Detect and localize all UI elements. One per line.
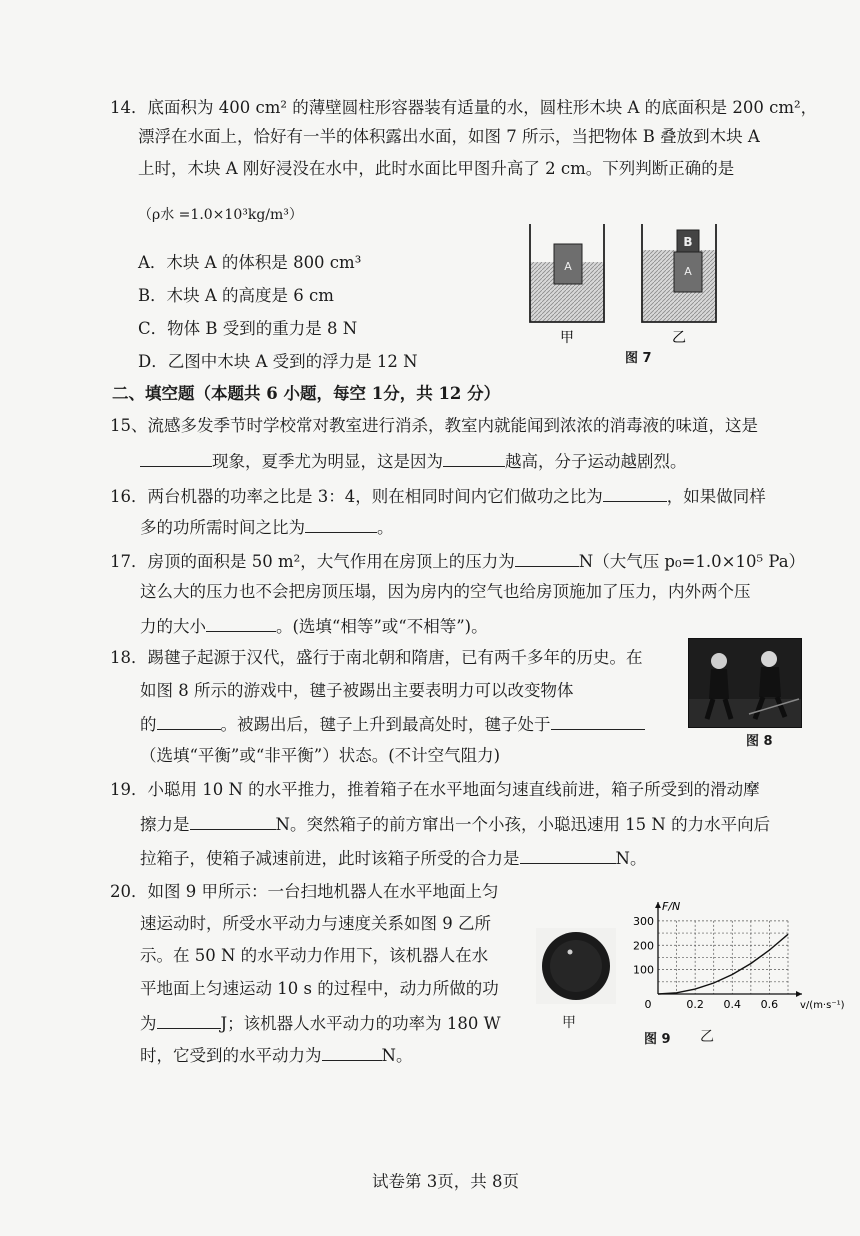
q20-blank-2[interactable]: [322, 1042, 382, 1061]
figure-7-caption: 图 7: [625, 351, 652, 366]
figure-8-caption: 图 8: [746, 734, 773, 749]
q20-blank-1[interactable]: [157, 1010, 221, 1029]
q16-line1: 16．两台机器的功率之比是 3：4，则在相同时间内它们做功之比为 ，如果做同样: [110, 483, 766, 509]
q16-line2: 多的功所需时间之比为 。: [140, 514, 394, 540]
q20-line5: 为 J；该机器人水平动力的功率为 180 W: [140, 1010, 501, 1036]
q20-line2: 速运动时，所受水平动力与速度关系如图 9 乙所: [140, 914, 491, 933]
q18-blank-1[interactable]: [157, 711, 221, 730]
y-tick-label: 300: [633, 914, 654, 928]
q19-line2: 擦力是 N。突然箱子的前方窜出一个小孩，小聪迅速用 15 N 的力水平向后: [140, 811, 770, 837]
q14-option-a: A．木块 A 的体积是 800 cm³: [138, 253, 362, 272]
fig9-label-jia: 甲: [562, 1015, 576, 1031]
fig9-label-yi: 乙: [700, 1029, 714, 1045]
q18-line1: 18．踢毽子起源于汉代，盛行于南北朝和隋唐，已有两千多年的历史。在: [110, 648, 643, 667]
y-tick-label: 100: [633, 963, 654, 977]
q20-line6: 时，它受到的水平动力为 N。: [140, 1042, 412, 1068]
q17-line3: 力的大小 。(选填“相等”或“不相等”)。: [140, 613, 488, 639]
q18-blank-2[interactable]: [551, 711, 645, 730]
q19-line3: 拉箱子，使箱子减速前进，此时该箱子所受的合力是 N。: [140, 845, 646, 871]
x-tick-label: 0.6: [760, 998, 779, 1011]
figure-9-caption: 图 9: [644, 1032, 671, 1047]
container-jia: [530, 224, 604, 322]
figure-7: [522, 222, 722, 372]
x-tick-label: 0.2: [686, 998, 704, 1011]
y-tick-label: 200: [633, 939, 654, 953]
q14-line3: 上时，木块 A 刚好浸没在水中，此时水面比甲图升高了 2 cm。下列判断正确的是: [138, 159, 735, 178]
x-tick-label: 0.4: [723, 998, 742, 1011]
section-2-title: 二、填空题（本题共 6 小题，每空 1分，共 12 分）: [112, 384, 501, 403]
f-v-curve: [658, 934, 788, 994]
q15-blank-1[interactable]: [140, 448, 212, 467]
q20-line4: 平地面上匀速运动 10 s 的过程中，动力所做的功: [140, 979, 499, 998]
q17-line1: 17．房顶的面积是 50 m²，大气作用在房顶上的压力为 N（大气压 p₀=1.0×10⁵ Pa）: [110, 548, 805, 574]
page-footer: 试卷第 3页，共 8页: [372, 1172, 519, 1191]
q18-line4: （选填“平衡”或“非平衡”）状态。(不计空气阻力): [140, 746, 501, 765]
q17-blank-2[interactable]: [206, 613, 276, 632]
q15-blank-2[interactable]: [443, 448, 505, 467]
q19-blank-1[interactable]: [190, 811, 276, 830]
q14-option-d: D．乙图中木块 A 受到的浮力是 12 N: [138, 352, 418, 371]
q16-blank-1[interactable]: [603, 483, 667, 502]
shuttlecock-kicking-photo: [689, 639, 801, 727]
robot-vacuum-photo: [536, 928, 616, 1004]
block-b-label: B: [683, 235, 693, 249]
q14-line2: 漂浮在水面上，恰好有一半的体积露出水面，如图 7 所示，当把物体 B 叠放到木块 A: [138, 127, 760, 146]
x-tick-label: 0: [644, 998, 652, 1011]
block-a-label-yi: A: [684, 265, 692, 278]
x-axis-label: v/(m·s⁻¹): [800, 1000, 845, 1011]
q15-line1: 15、流感多发季节时学校常对教室进行消杀，教室内就能闻到浓浓的消毒液的味道，这是: [110, 416, 758, 435]
block-a-label-jia: A: [564, 260, 572, 273]
q20-line1: 20．如图 9 甲所示：一台扫地机器人在水平地面上匀: [110, 882, 499, 901]
q19-line1: 19．小聪用 10 N 的水平推力，推着箱子在水平地面匀速直线前进，箱子所受到的滑动摩: [110, 780, 760, 799]
q14-option-b: B．木块 A 的高度是 6 cm: [138, 286, 334, 305]
q18-line2: 如图 8 所示的游戏中，毽子被踢出主要表明力可以改变物体: [140, 681, 574, 700]
q19-blank-2[interactable]: [520, 845, 616, 864]
container-yi: [642, 224, 716, 322]
q14-density-note: （ρ水 =1.0×10³kg/m³）: [138, 207, 303, 223]
figure-9-chart: [620, 896, 845, 1024]
q18-line3: 的 。被踢出后，毽子上升到最高处时，毽子处于: [140, 711, 645, 737]
x-axis-arrow: [796, 991, 802, 997]
figure-8-photo: [688, 638, 802, 728]
q14-line1: 14．底面积为 400 cm² 的薄壁圆柱形容器装有适量的水，圆柱形木块 A 的底面积是 200 cm²，: [110, 98, 818, 117]
q14-option-c: C．物体 B 受到的重力是 8 N: [138, 319, 358, 338]
y-axis-arrow: [655, 902, 661, 908]
fig7-label-yi: 乙: [672, 330, 686, 346]
q20-line3: 示。在 50 N 的水平动力作用下，该机器人在水: [140, 946, 489, 965]
q16-blank-2[interactable]: [305, 514, 377, 533]
q17-blank-1[interactable]: [515, 548, 579, 567]
fig7-label-jia: 甲: [560, 330, 574, 346]
y-axis-label: F/N: [662, 900, 681, 913]
q17-line2: 这么大的压力也不会把房顶压塌，因为房内的空气也给房顶施加了压力，内外两个压: [140, 582, 751, 601]
q15-line2: 现象，夏季尤为明显，这是因为 越高，分子运动越剧烈。: [140, 448, 687, 474]
